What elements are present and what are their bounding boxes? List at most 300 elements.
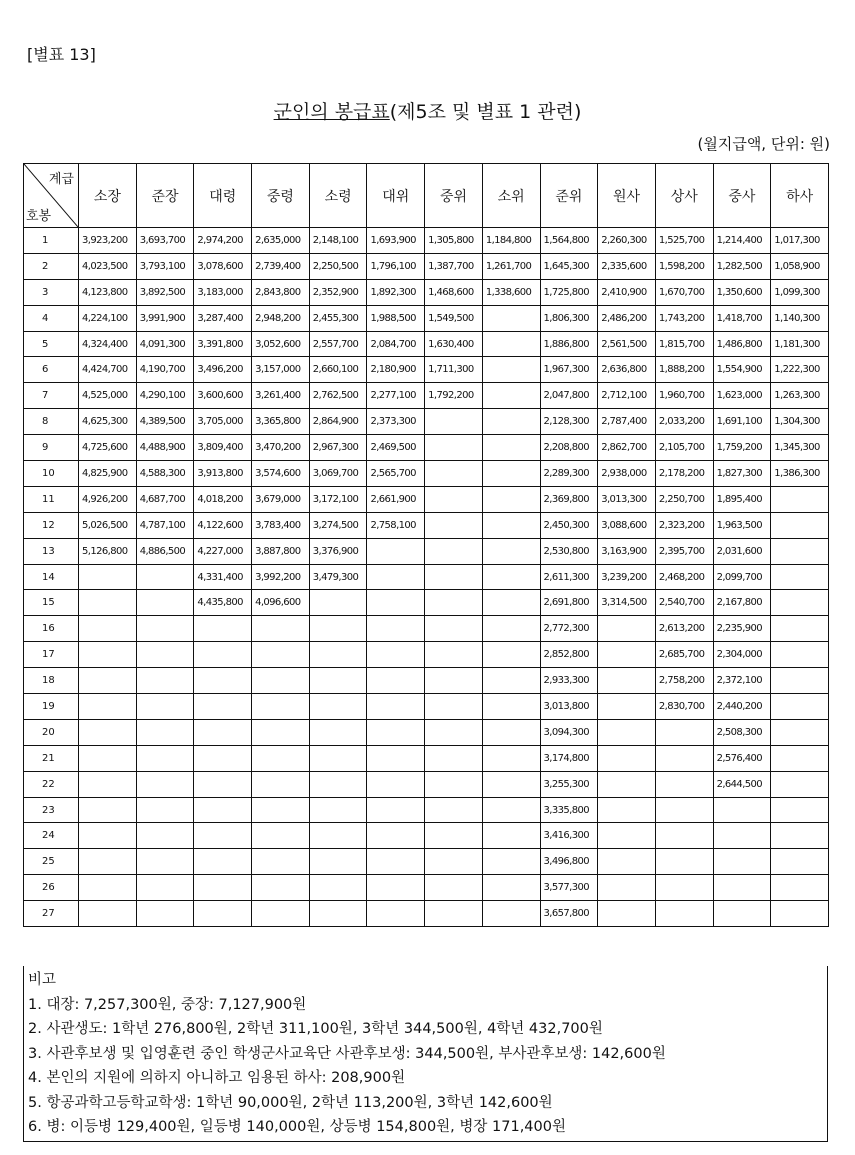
salary-cell: [194, 694, 252, 720]
salary-cell: [771, 745, 829, 771]
table-row: [24, 849, 829, 875]
table-row: [24, 745, 829, 771]
salary-cell: [194, 901, 252, 927]
step-number: 13: [24, 538, 79, 564]
salary-cell: 4,787,100: [136, 512, 194, 538]
step-number: 20: [24, 719, 79, 745]
salary-cell: [425, 461, 483, 487]
salary-cell: [482, 461, 540, 487]
salary-cell: 1,598,200: [655, 253, 713, 279]
salary-cell: 3,078,600: [194, 253, 252, 279]
salary-cell: [309, 616, 367, 642]
salary-cell: 3,013,300: [598, 486, 656, 512]
salary-cell: [79, 564, 137, 590]
salary-cell: 1,630,400: [425, 331, 483, 357]
step-number: 25: [24, 849, 79, 875]
salary-cell: [771, 668, 829, 694]
table-row: [24, 253, 829, 279]
salary-cell: [136, 668, 194, 694]
salary-cell: [655, 745, 713, 771]
salary-cell: 4,725,600: [79, 435, 137, 461]
salary-cell: [771, 590, 829, 616]
salary-cell: [194, 668, 252, 694]
salary-cell: 1,486,800: [713, 331, 771, 357]
salary-cell: [482, 771, 540, 797]
salary-cell: [482, 642, 540, 668]
salary-cell: 1,058,900: [771, 253, 829, 279]
salary-cell: [598, 719, 656, 745]
corner-step-label: 호봉: [26, 209, 52, 224]
step-number: 23: [24, 797, 79, 823]
table-row: [24, 331, 829, 357]
salary-cell: 2,486,200: [598, 305, 656, 331]
salary-cell: 1,338,600: [482, 279, 540, 305]
salary-cell: [252, 642, 310, 668]
salary-cell: 2,772,300: [540, 616, 598, 642]
salary-cell: 3,992,200: [252, 564, 310, 590]
salary-cell: 4,424,700: [79, 357, 137, 383]
salary-cell: [425, 797, 483, 823]
salary-cell: 4,488,900: [136, 435, 194, 461]
table-row: [24, 797, 829, 823]
salary-cell: [425, 719, 483, 745]
remark-item: 3. 사관후보생 및 입영훈련 중인 학생군사교육단 사관후보생: 344,500원, 부사관후보생: 142,600원: [28, 1045, 666, 1062]
salary-cell: [79, 745, 137, 771]
salary-cell: 3,892,500: [136, 279, 194, 305]
salary-cell: [598, 745, 656, 771]
salary-cell: 2,277,100: [367, 383, 425, 409]
table-row: [24, 461, 829, 487]
table-row: [24, 642, 829, 668]
salary-cell: 3,013,800: [540, 694, 598, 720]
salary-cell: 1,099,300: [771, 279, 829, 305]
salary-cell: [136, 901, 194, 927]
salary-cell: [598, 616, 656, 642]
salary-cell: [771, 512, 829, 538]
salary-cell: [309, 719, 367, 745]
salary-cell: [252, 668, 310, 694]
salary-cell: 3,705,000: [194, 409, 252, 435]
salary-cell: 3,496,800: [540, 849, 598, 875]
salary-cell: 4,588,300: [136, 461, 194, 487]
salary-cell: [425, 538, 483, 564]
salary-cell: 2,576,400: [713, 745, 771, 771]
table-row: [24, 823, 829, 849]
salary-cell: [482, 435, 540, 461]
salary-cell: [425, 512, 483, 538]
salary-cell: [598, 849, 656, 875]
salary-cell: [136, 564, 194, 590]
remarks-heading: 비고: [28, 972, 57, 988]
step-number: 5: [24, 331, 79, 357]
salary-cell: 2,557,700: [309, 331, 367, 357]
salary-cell: [309, 694, 367, 720]
salary-cell: [136, 849, 194, 875]
salary-cell: 2,938,000: [598, 461, 656, 487]
rank-header: 중위: [425, 164, 483, 228]
salary-cell: [713, 797, 771, 823]
salary-cell: [771, 771, 829, 797]
salary-cell: 1,554,900: [713, 357, 771, 383]
salary-cell: 3,314,500: [598, 590, 656, 616]
salary-cell: [425, 694, 483, 720]
salary-cell: 2,410,900: [598, 279, 656, 305]
remark-item: 1. 대장: 7,257,300원, 중장: 7,127,900원: [28, 996, 307, 1013]
salary-cell: 3,239,200: [598, 564, 656, 590]
salary-cell: 2,450,300: [540, 512, 598, 538]
salary-cell: [79, 668, 137, 694]
salary-cell: 2,289,300: [540, 461, 598, 487]
step-number: 19: [24, 694, 79, 720]
salary-cell: 1,418,700: [713, 305, 771, 331]
salary-cell: [713, 875, 771, 901]
salary-cell: [482, 694, 540, 720]
salary-cell: 4,091,300: [136, 331, 194, 357]
remarks-section: [23, 966, 828, 1142]
salary-cell: [482, 486, 540, 512]
salary-cell: 2,084,700: [367, 331, 425, 357]
salary-cell: [367, 719, 425, 745]
salary-cell: [79, 590, 137, 616]
salary-cell: 2,033,200: [655, 409, 713, 435]
salary-cell: 4,096,600: [252, 590, 310, 616]
salary-cell: [655, 875, 713, 901]
salary-cell: [194, 719, 252, 745]
salary-cell: 2,128,300: [540, 409, 598, 435]
step-number: 12: [24, 512, 79, 538]
salary-cell: 2,661,900: [367, 486, 425, 512]
salary-cell: [194, 642, 252, 668]
salary-cell: [482, 875, 540, 901]
salary-cell: 4,525,000: [79, 383, 137, 409]
salary-cell: 2,323,200: [655, 512, 713, 538]
salary-cell: 1,888,200: [655, 357, 713, 383]
salary-cell: 2,167,800: [713, 590, 771, 616]
salary-cell: 2,440,200: [713, 694, 771, 720]
salary-cell: [309, 823, 367, 849]
salary-cell: [194, 616, 252, 642]
salary-cell: [367, 616, 425, 642]
rank-header: 중사: [713, 164, 771, 228]
salary-cell: 2,762,500: [309, 383, 367, 409]
salary-cell: 3,913,800: [194, 461, 252, 487]
table-row: [24, 279, 829, 305]
salary-cell: [79, 901, 137, 927]
salary-cell: 4,825,900: [79, 461, 137, 487]
salary-cell: 2,372,100: [713, 668, 771, 694]
salary-cell: 3,693,700: [136, 228, 194, 254]
salary-cell: [252, 849, 310, 875]
salary-cell: [425, 875, 483, 901]
salary-cell: 4,290,100: [136, 383, 194, 409]
salary-cell: [367, 538, 425, 564]
table-row: [24, 305, 829, 331]
salary-cell: [252, 694, 310, 720]
salary-cell: [482, 409, 540, 435]
salary-cell: 2,250,500: [309, 253, 367, 279]
table-row: [24, 616, 829, 642]
salary-cell: [136, 616, 194, 642]
salary-cell: [136, 642, 194, 668]
salary-cell: 2,031,600: [713, 538, 771, 564]
salary-cell: 1,304,300: [771, 409, 829, 435]
salary-cell: 2,660,100: [309, 357, 367, 383]
salary-cell: 1,549,500: [425, 305, 483, 331]
salary-cell: [194, 875, 252, 901]
salary-cell: 2,508,300: [713, 719, 771, 745]
salary-cell: 1,184,800: [482, 228, 540, 254]
title-main: 군인의 봉급표: [273, 101, 390, 123]
salary-cell: [713, 849, 771, 875]
salary-cell: [482, 564, 540, 590]
salary-cell: 4,625,300: [79, 409, 137, 435]
salary-cell: [309, 745, 367, 771]
salary-table: [23, 163, 829, 927]
salary-cell: 1,711,300: [425, 357, 483, 383]
salary-cell: 5,026,500: [79, 512, 137, 538]
table-header-row: [24, 164, 829, 228]
salary-cell: 1,140,300: [771, 305, 829, 331]
table-body: [24, 228, 829, 927]
salary-cell: 1,960,700: [655, 383, 713, 409]
salary-cell: [598, 694, 656, 720]
salary-cell: 1,691,100: [713, 409, 771, 435]
step-number: 10: [24, 461, 79, 487]
salary-cell: 3,172,100: [309, 486, 367, 512]
salary-cell: [482, 538, 540, 564]
salary-cell: [136, 771, 194, 797]
salary-cell: 3,679,000: [252, 486, 310, 512]
salary-cell: [309, 797, 367, 823]
salary-cell: 3,088,600: [598, 512, 656, 538]
salary-cell: 4,331,400: [194, 564, 252, 590]
salary-cell: [425, 590, 483, 616]
salary-cell: [655, 901, 713, 927]
salary-cell: [482, 331, 540, 357]
salary-cell: 2,611,300: [540, 564, 598, 590]
salary-cell: 3,163,900: [598, 538, 656, 564]
salary-cell: [79, 771, 137, 797]
salary-cell: 3,991,900: [136, 305, 194, 331]
step-number: 8: [24, 409, 79, 435]
salary-cell: [252, 771, 310, 797]
salary-cell: [482, 383, 540, 409]
table-row: [24, 901, 829, 927]
table-row: [24, 564, 829, 590]
salary-cell: 3,657,800: [540, 901, 598, 927]
table-row: [24, 228, 829, 254]
salary-cell: [79, 642, 137, 668]
salary-cell: [309, 849, 367, 875]
salary-cell: 1,386,300: [771, 461, 829, 487]
salary-cell: [194, 771, 252, 797]
salary-cell: 3,809,400: [194, 435, 252, 461]
salary-cell: [482, 719, 540, 745]
salary-cell: 3,793,100: [136, 253, 194, 279]
salary-cell: [482, 668, 540, 694]
salary-cell: [482, 590, 540, 616]
table-row: [24, 383, 829, 409]
salary-cell: 2,739,400: [252, 253, 310, 279]
salary-cell: [136, 875, 194, 901]
salary-cell: [598, 901, 656, 927]
salary-cell: [79, 719, 137, 745]
step-number: 21: [24, 745, 79, 771]
salary-cell: 2,148,100: [309, 228, 367, 254]
salary-cell: [252, 745, 310, 771]
salary-cell: [309, 668, 367, 694]
salary-cell: 1,387,700: [425, 253, 483, 279]
salary-cell: [598, 797, 656, 823]
salary-cell: [482, 616, 540, 642]
salary-cell: [136, 823, 194, 849]
rank-header: 준위: [540, 164, 598, 228]
rank-header: 하사: [771, 164, 829, 228]
salary-cell: [367, 849, 425, 875]
salary-cell: 1,261,700: [482, 253, 540, 279]
salary-cell: [425, 616, 483, 642]
salary-cell: 2,530,800: [540, 538, 598, 564]
salary-cell: [713, 823, 771, 849]
remark-item: 6. 병: 이등병 129,400원, 일등병 140,000원, 상등병 154,800원, 병장 171,400원: [28, 1119, 566, 1135]
step-number: 9: [24, 435, 79, 461]
salary-cell: [79, 694, 137, 720]
salary-cell: 3,069,700: [309, 461, 367, 487]
salary-cell: 3,365,800: [252, 409, 310, 435]
salary-cell: 2,335,600: [598, 253, 656, 279]
rank-header: 대령: [194, 164, 252, 228]
salary-cell: 1,645,300: [540, 253, 598, 279]
salary-cell: 3,287,400: [194, 305, 252, 331]
salary-cell: 1,815,700: [655, 331, 713, 357]
salary-cell: [252, 797, 310, 823]
salary-cell: 4,224,100: [79, 305, 137, 331]
salary-cell: 1,305,800: [425, 228, 483, 254]
salary-cell: 4,023,500: [79, 253, 137, 279]
salary-cell: 1,892,300: [367, 279, 425, 305]
salary-cell: [252, 875, 310, 901]
salary-cell: [655, 823, 713, 849]
salary-cell: 1,564,800: [540, 228, 598, 254]
salary-cell: [598, 823, 656, 849]
salary-cell: 1,350,600: [713, 279, 771, 305]
salary-cell: 2,787,400: [598, 409, 656, 435]
salary-cell: [367, 668, 425, 694]
salary-cell: 1,468,600: [425, 279, 483, 305]
salary-cell: 3,255,300: [540, 771, 598, 797]
table-row: [24, 538, 829, 564]
salary-cell: 2,178,200: [655, 461, 713, 487]
salary-cell: 2,105,700: [655, 435, 713, 461]
salary-cell: [598, 668, 656, 694]
table-row: [24, 668, 829, 694]
salary-cell: 3,274,500: [309, 512, 367, 538]
table-row: [24, 590, 829, 616]
corner-rank-label: 계급: [48, 172, 74, 187]
salary-cell: 1,725,800: [540, 279, 598, 305]
salary-cell: 2,852,800: [540, 642, 598, 668]
salary-cell: [367, 797, 425, 823]
salary-cell: [425, 823, 483, 849]
title-reference: (제5조 및 별표 1 관련): [389, 101, 582, 123]
salary-cell: 1,759,200: [713, 435, 771, 461]
salary-cell: 4,389,500: [136, 409, 194, 435]
step-number: 18: [24, 668, 79, 694]
salary-cell: 2,540,700: [655, 590, 713, 616]
salary-cell: 3,600,600: [194, 383, 252, 409]
rank-header: 상사: [655, 164, 713, 228]
salary-cell: 2,644,500: [713, 771, 771, 797]
salary-cell: 3,052,600: [252, 331, 310, 357]
salary-cell: [367, 771, 425, 797]
salary-cell: 2,635,000: [252, 228, 310, 254]
rank-header: 대위: [367, 164, 425, 228]
salary-cell: 2,208,800: [540, 435, 598, 461]
salary-cell: 2,613,200: [655, 616, 713, 642]
step-number: 16: [24, 616, 79, 642]
salary-cell: 1,895,400: [713, 486, 771, 512]
salary-cell: [367, 745, 425, 771]
salary-cell: 2,565,700: [367, 461, 425, 487]
rank-header: 원사: [598, 164, 656, 228]
salary-cell: 2,369,800: [540, 486, 598, 512]
salary-cell: 3,376,900: [309, 538, 367, 564]
salary-cell: [482, 745, 540, 771]
salary-cell: [252, 901, 310, 927]
salary-cell: 2,250,700: [655, 486, 713, 512]
table-row: [24, 357, 829, 383]
salary-cell: 2,180,900: [367, 357, 425, 383]
salary-cell: 4,018,200: [194, 486, 252, 512]
salary-cell: 1,263,300: [771, 383, 829, 409]
salary-cell: 3,157,000: [252, 357, 310, 383]
page-title: [0, 97, 855, 124]
salary-cell: 1,988,500: [367, 305, 425, 331]
salary-cell: [425, 771, 483, 797]
salary-cell: 3,470,200: [252, 435, 310, 461]
step-number: 14: [24, 564, 79, 590]
salary-cell: [79, 797, 137, 823]
salary-cell: [309, 875, 367, 901]
salary-cell: 2,758,100: [367, 512, 425, 538]
step-number: 11: [24, 486, 79, 512]
salary-cell: [771, 642, 829, 668]
salary-cell: 1,525,700: [655, 228, 713, 254]
salary-cell: 2,260,300: [598, 228, 656, 254]
salary-cell: 1,796,100: [367, 253, 425, 279]
salary-cell: [771, 797, 829, 823]
salary-cell: [252, 823, 310, 849]
salary-cell: [136, 590, 194, 616]
step-number: 4: [24, 305, 79, 331]
salary-cell: 3,183,000: [194, 279, 252, 305]
salary-cell: 2,395,700: [655, 538, 713, 564]
salary-cell: [136, 797, 194, 823]
salary-cell: [771, 564, 829, 590]
salary-cell: [482, 305, 540, 331]
salary-cell: [771, 616, 829, 642]
salary-cell: 3,923,200: [79, 228, 137, 254]
salary-cell: [194, 823, 252, 849]
salary-cell: [79, 823, 137, 849]
salary-cell: [367, 590, 425, 616]
salary-cell: 4,687,700: [136, 486, 194, 512]
salary-cell: 3,416,300: [540, 823, 598, 849]
salary-cell: 3,887,800: [252, 538, 310, 564]
salary-cell: 4,123,800: [79, 279, 137, 305]
table-row: [24, 875, 829, 901]
salary-cell: [309, 771, 367, 797]
